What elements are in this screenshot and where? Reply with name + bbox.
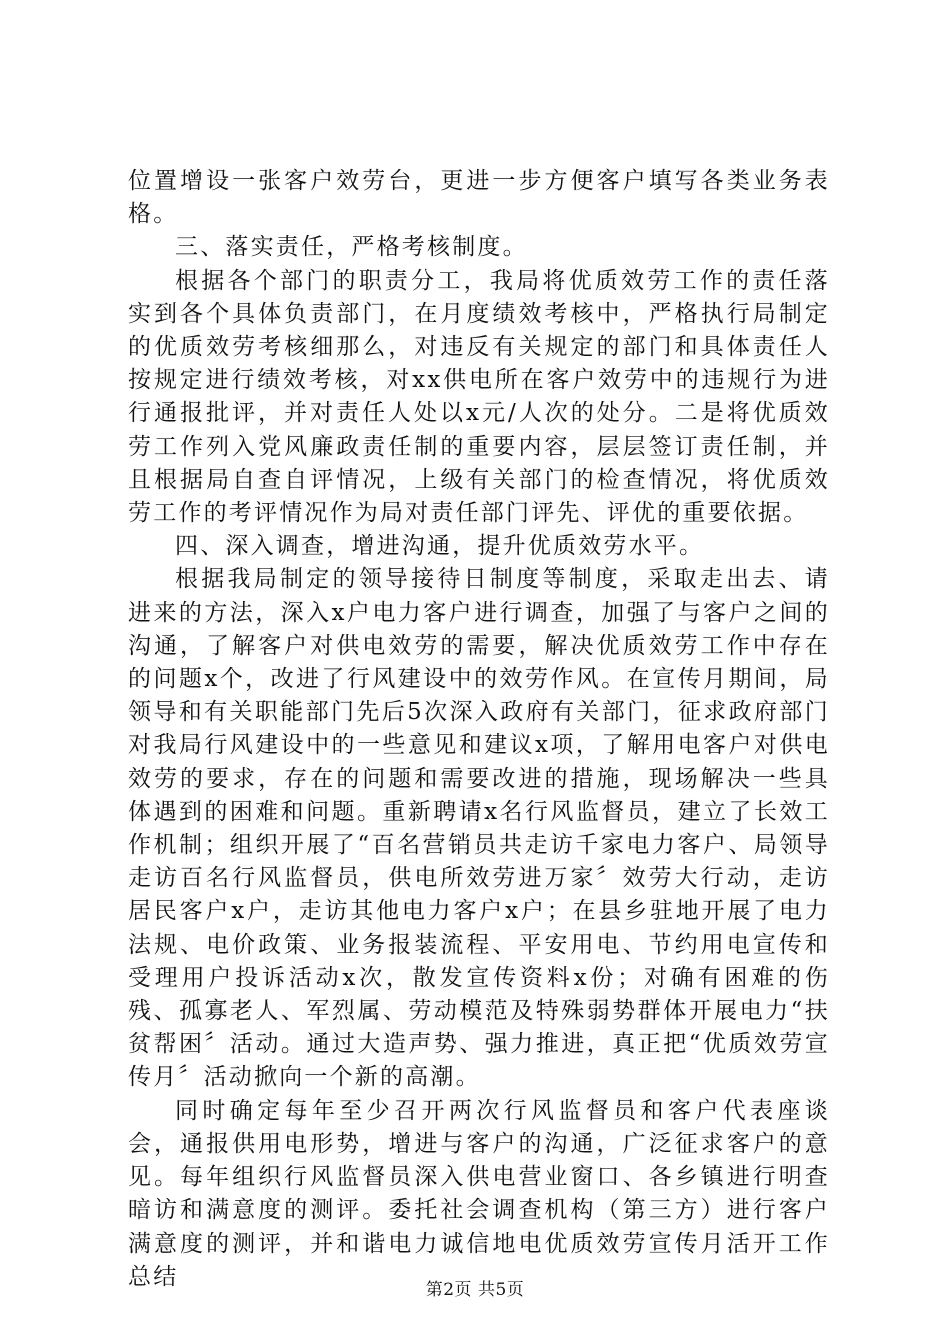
paragraph-continuation: 位置增设一张客户效劳台，更进一步方便客户填写各类业务表格。 <box>128 168 830 228</box>
section-heading-3: 三、落实责任，严格考核制度。 <box>175 234 528 261</box>
page-number-footer: 第2页 共5页 <box>425 1280 525 1300</box>
document-body <box>128 165 830 1294</box>
section-heading-4: 四、深入调查，增进沟通，提升优质效劳水平。 <box>175 533 705 560</box>
paragraph-investigation: 根据我局制定的领导接待日制度等制度，采取走出去、请进来的方法，深入x户电力客户进行调查，加强了与客户之间的沟通，了解客户对供电效劳的需要，解决优质效劳工作中存在的问题x个，改进了行风建设中的效劳作风。在宣传月期间，局领导和有关职能部门先后5次深入政府有关部门，征求政府部门对我局行风建设中的一些意见和建议x项，了解用电客户对供电效劳的要求，存在的问题和需要改进的措施，现场解决一些具体遇到的困难和问题。重新聘请x名行风监督员，建立了长效工作机制；组织开展了“百名营销员共走访千家电力客户、局领导走访百名行风监督员，供电所效劳进万家〞效劳大行动，走访居民客户x户，走访其他电力客户x户；在县乡驻地开展了电力法规、电价政策、业务报装流程、平安用电、节约用电宣传和受理用户投诉活动x次，散发宣传资料x份；对确有困难的伤残、孤寡老人、军烈属、劳动模范及特殊弱势群体开展电力“扶贫帮困〞活动。通过大造声势、强力推进，真正把“优质效劳宣传月〞活动掀向一个新的高潮。 <box>128 566 830 1091</box>
paragraph-responsibility: 根据各个部门的职责分工，我局将优质效劳工作的责任落实到各个具体负责部门，在月度绩效考核中，严格执行局制定的优质效劳考核细那么，对违反有关规定的部门和具体责任人按规定进行绩效考核，对xx供电所在客户效劳中的违规行为进行通报批评，并对责任人处以x元/人次的处分。二是将优质效劳工作列入党风廉政责任制的重要内容，层层签订责任制，并且根据局自查自评情况，上级有关部门的检查情况，将优质效劳工作的考评情况作为局对责任部门评先、评优的重要依据。 <box>128 267 830 527</box>
paragraph-meetings: 同时确定每年至少召开两次行风监督员和客户代表座谈会，通报供用电形势，增进与客户的沟通，广泛征求客户的意见。每年组织行风监督员深入供电营业窗口、各乡镇进行明查暗访和满意度的测评。委托社会调查机构（第三方）进行客户满意度的测评，并和谐电力诚信地电优质效劳宣传月活开工作总结 <box>128 1097 830 1290</box>
